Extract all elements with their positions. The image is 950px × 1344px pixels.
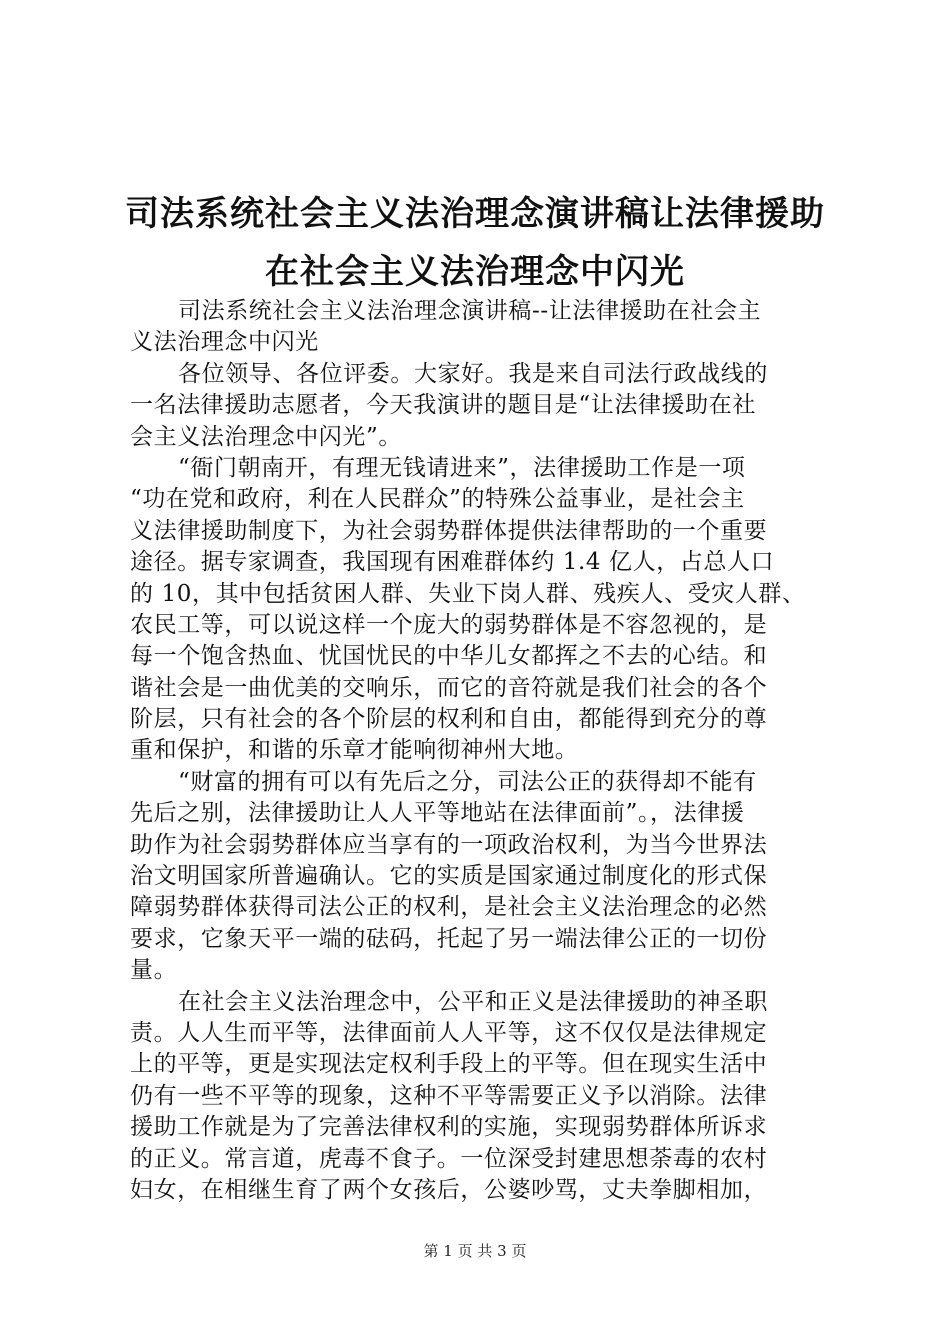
body-line: “衙门朝南开，有理无钱请进来”，法律援助工作是一项 [178,454,746,481]
body-line: 上的平等，更是实现法定权利手段上的平等。但在现实生活中 [130,1051,768,1078]
body-line: 会主义法治理念中闪光”。 [130,423,402,450]
document-title-line-1: 司法系统社会主义法治理念演讲稿让法律援助 [125,194,825,234]
page-number-footer: 第 1 页 共 3 页 [423,1242,527,1260]
body-line: 阶层，只有社会的各个阶层的权利和自由，都能得到充分的尊 [130,706,768,733]
body-line: 在社会主义法治理念中，公平和正义是法律援助的神圣职 [178,988,768,1015]
body-line: 司法系统社会主义法治理念演讲稿--让法律援助在社会主 [178,298,762,324]
body-line: 义法治理念中闪光 [130,329,319,356]
body-line: 量。 [130,957,178,984]
body-line: 先后之别，法律援助让人人平等地站在法律面前”。，法律援 [130,800,745,827]
body-line: 的 10，其中包括贫困人群、失业下岗人群、残疾人、受灾人群、 [130,580,806,607]
document-body [130,296,830,1206]
body-line: 的正义。常言道，虎毒不食子。一位深受封建思想荼毒的农村 [130,1145,768,1172]
body-line: 要求，它象天平一端的砝码，托起了另一端法律公正的一切份 [130,925,768,952]
body-line: 责。人人生而平等，法律面前人人平等，这不仅仅是法律规定 [130,1019,768,1046]
body-line: 各位领导、各位评委。大家好。我是来自司法行政战线的 [178,360,768,387]
body-line: 障弱势群体获得司法公正的权利，是社会主义法治理念的必然 [130,894,768,921]
body-line: 每一个饱含热血、忧国忧民的中华儿女都挥之不去的心结。和 [130,643,768,670]
body-line: 治文明国家所普遍确认。它的实质是国家通过制度化的形式保 [130,863,768,890]
body-line: 妇女，在相继生育了两个女孩后，公婆吵骂，丈夫拳脚相加， [130,1176,768,1203]
body-line: “功在党和政府，利在人民群众”的特殊公益事业，是社会主 [130,486,745,513]
body-line: 重和保护，和谐的乐章才能响彻神州大地。 [130,737,579,764]
body-line: 一名法律援助志愿者，今天我演讲的题目是“让法律援助在社 [130,392,756,419]
body-line: 农民工等，可以说这样一个庞大的弱势群体是不容忽视的，是 [130,611,768,638]
body-line: 援助工作就是为了完善法律权利的实施，实现弱势群体所诉求 [130,1114,768,1141]
body-line: 仍有一些不平等的现象，这种不平等需要正义予以消除。法律 [130,1082,768,1109]
body-line: 义法律援助制度下，为社会弱势群体提供法律帮助的一个重要 [130,517,768,544]
document-title-line-2: 在社会主义法治理念中闪光 [265,252,685,292]
body-line: 谐社会是一曲优美的交响乐，而它的音符就是我们社会的各个 [130,674,768,701]
body-line: “财富的拥有可以有先后之分，司法公正的获得却不能有 [178,768,757,795]
body-line: 途径。据专家调查，我国现有困难群体约 1.4 亿人，占总人口 [130,549,775,576]
body-line: 助作为社会弱势群体应当享有的一项政治权利，为当今世界法 [130,831,768,858]
